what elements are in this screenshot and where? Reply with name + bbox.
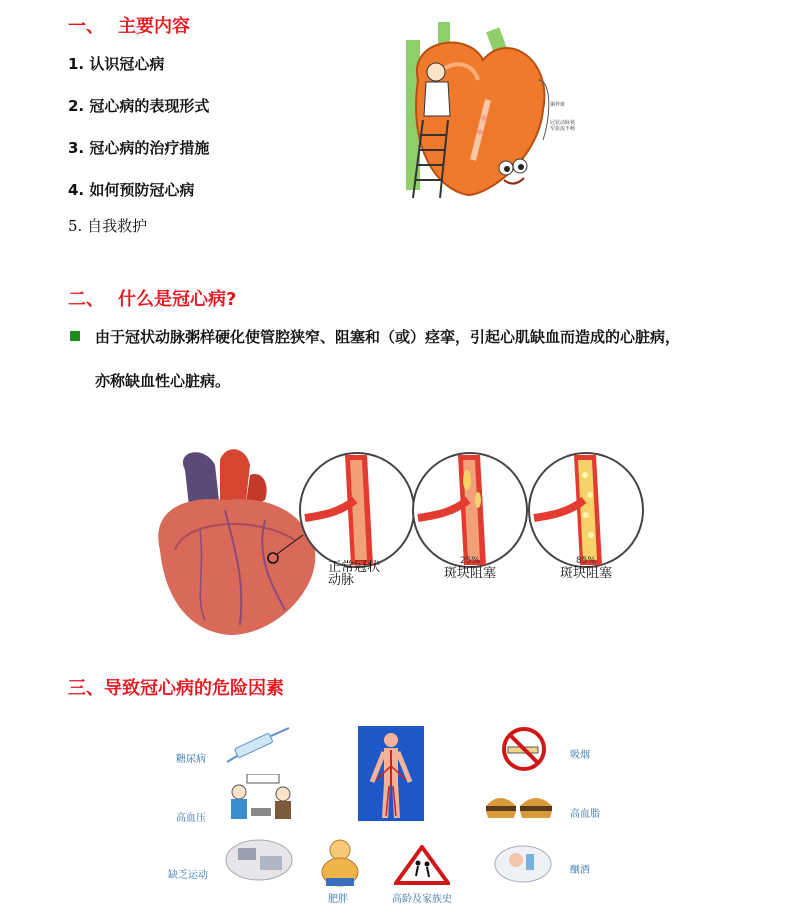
artery-25-percent bbox=[413, 453, 527, 567]
body-circulation-icon bbox=[358, 726, 424, 821]
risk-label-smoking: 吸烟 bbox=[570, 750, 590, 761]
section3-heading: 三、导致冠心病的危险因素 bbox=[68, 678, 284, 699]
burger-icon bbox=[484, 790, 554, 826]
content-item-1: 1. 认识冠心病 bbox=[68, 55, 165, 73]
risk-label-obesity: 肥胖 bbox=[328, 894, 348, 905]
doctor-coat bbox=[424, 82, 450, 116]
inactivity-icon bbox=[224, 838, 294, 882]
risk-label-age-family: 高龄及家族史 bbox=[392, 894, 452, 905]
definition-line-1: 由于冠状动脉粥样硬化使管腔狭窄、阻塞和（或）痉挛，引起心肌缺血而造成的心脏病， bbox=[95, 328, 681, 346]
elderly-warning-icon bbox=[394, 845, 450, 885]
section1-heading bbox=[68, 12, 190, 38]
blockage-25-percent: 25% bbox=[459, 556, 480, 566]
artery-comparison-illustration bbox=[145, 440, 650, 640]
artery-85-percent bbox=[529, 453, 643, 567]
cartoon-heart-illustration bbox=[378, 20, 588, 200]
section1-number: 一、 bbox=[68, 16, 104, 37]
risk-label-diabetes: 糖尿病 bbox=[176, 754, 206, 765]
section2-title: 什么是冠心病? bbox=[118, 289, 237, 310]
blood-pressure-doctor-icon bbox=[225, 774, 300, 824]
normal-artery-label-1: 正常冠状 bbox=[328, 560, 381, 575]
definition-line-2: 亦称缺血性心脏病。 bbox=[95, 372, 231, 390]
doctor-head bbox=[427, 63, 445, 81]
anatomical-heart bbox=[158, 449, 315, 635]
illus-label-bottom-1: 冠状动脉狭 bbox=[550, 120, 576, 126]
drinking-icon bbox=[492, 840, 554, 884]
risk-label-hyperlipidemia: 高血脂 bbox=[570, 809, 600, 820]
risk-label-hypertension: 高血压 bbox=[176, 813, 206, 824]
section2-number: 二、 bbox=[68, 289, 104, 310]
content-item-3: 3. 冠心病的治疗措施 bbox=[68, 139, 210, 157]
normal-artery-label bbox=[328, 561, 394, 587]
blockage-85-percent: 85% bbox=[575, 556, 596, 566]
syringe-icon bbox=[225, 726, 295, 766]
content-item-2: 2. 冠心病的表现形式 bbox=[68, 97, 210, 115]
normal-artery-label-2: 动脉 bbox=[328, 573, 355, 588]
content-item-5: 5. 自我救护 bbox=[68, 217, 148, 235]
risk-label-alcohol: 酗酒 bbox=[570, 865, 590, 876]
section2-heading bbox=[68, 285, 236, 311]
no-smoking-icon bbox=[494, 726, 554, 772]
risk-label-inactivity: 缺乏运动 bbox=[168, 870, 208, 881]
artery-normal bbox=[300, 453, 414, 567]
illus-label-top: 粥样斑 bbox=[550, 102, 566, 108]
content-item-4: 4. 如何预防冠心病 bbox=[68, 181, 195, 199]
section1-title: 主要内容 bbox=[118, 16, 190, 37]
square-bullet-icon bbox=[70, 331, 80, 341]
blockage-85-label: 斑块阻塞 bbox=[559, 566, 612, 581]
illus-label-bottom-2: 窄血流不畅 bbox=[550, 126, 576, 132]
obesity-icon bbox=[318, 838, 362, 888]
blockage-25-label: 斑块阻塞 bbox=[443, 566, 496, 581]
